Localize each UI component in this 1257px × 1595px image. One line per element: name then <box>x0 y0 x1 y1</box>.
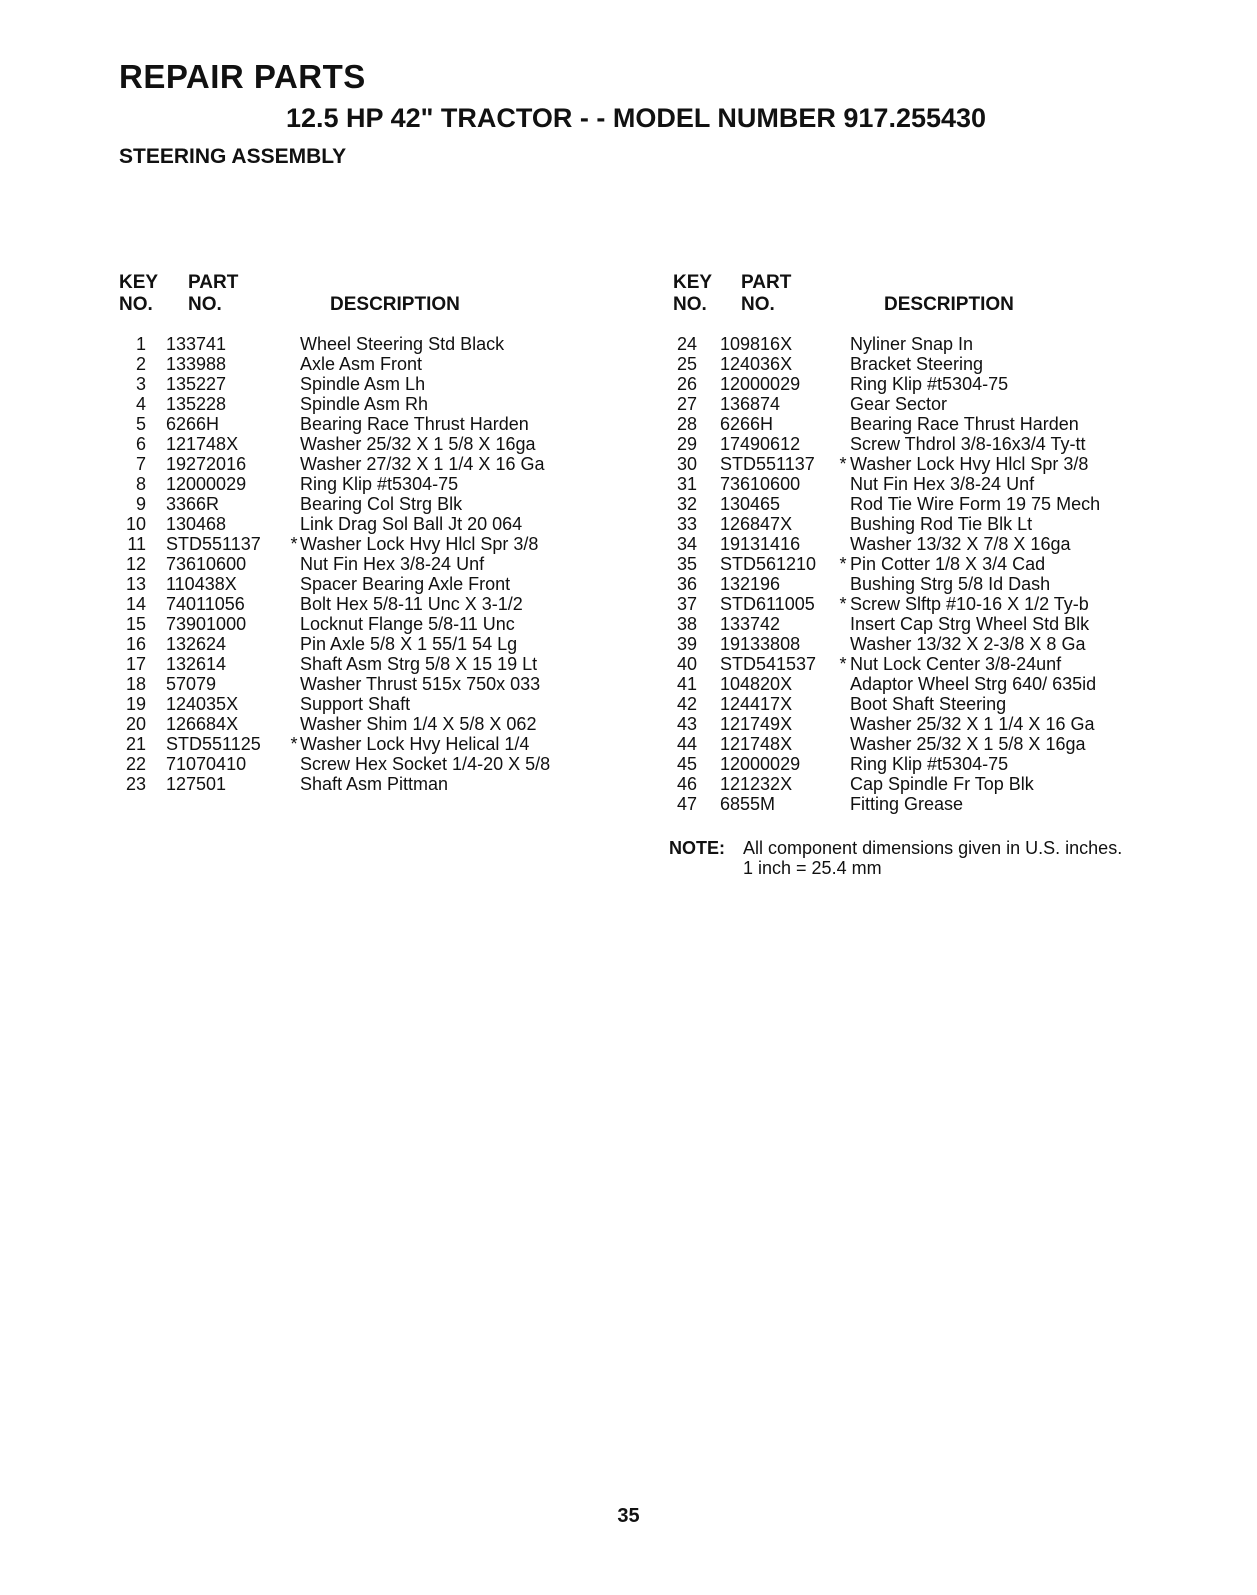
part-description: Rod Tie Wire Form 19 75 Mech <box>850 494 1101 514</box>
part-description: Cap Spindle Fr Top Blk <box>850 774 1034 794</box>
part-no: 71070410 <box>166 754 247 774</box>
part-description: Spindle Asm Lh <box>300 374 426 394</box>
key-no: 45 <box>676 754 697 774</box>
table-row <box>119 474 599 494</box>
parts-table-right <box>673 272 1193 814</box>
key-no: 32 <box>676 494 697 514</box>
key-header-line1: KEY <box>673 272 713 293</box>
part-description: Locknut Flange 5/8-11 Unc <box>300 614 515 634</box>
part-description: Spacer Bearing Axle Front <box>300 574 511 594</box>
key-no: 17 <box>125 654 146 674</box>
key-no: 15 <box>125 614 146 634</box>
part-no: 121748X <box>720 734 793 754</box>
table-row <box>673 614 1193 634</box>
part-description: Washer 13/32 X 7/8 X 16ga <box>850 534 1071 554</box>
std-part-mark: * <box>290 734 298 754</box>
table-row <box>119 674 599 694</box>
table-row <box>673 634 1193 654</box>
key-no: 3 <box>135 374 146 394</box>
key-no: 42 <box>676 694 697 714</box>
part-description: Support Shaft <box>300 694 411 714</box>
part-description: Washer Shim 1/4 X 5/8 X 062 <box>300 714 537 734</box>
note-text-line2: 1 inch = 25.4 mm <box>743 858 882 878</box>
table-row <box>673 514 1193 534</box>
table-row <box>673 674 1193 694</box>
key-no: 38 <box>676 614 697 634</box>
part-description: Shaft Asm Strg 5/8 X 15 19 Lt <box>300 654 538 674</box>
part-header-line1: PART <box>188 272 239 293</box>
key-no: 46 <box>676 774 697 794</box>
key-no: 21 <box>125 734 146 754</box>
part-description: Washer Lock Hvy Hlcl Spr 3/8 <box>850 454 1089 474</box>
part-no: 132624 <box>166 634 227 654</box>
key-no: 41 <box>676 674 697 694</box>
part-no: 104820X <box>720 674 793 694</box>
key-no: 9 <box>135 494 146 514</box>
part-description: Nut Fin Hex 3/8-24 Unf <box>300 554 485 574</box>
part-no: STD551137 <box>720 454 815 474</box>
parts-table-left <box>119 272 599 794</box>
key-no: 20 <box>125 714 146 734</box>
part-no: 124035X <box>166 694 239 714</box>
part-no: 136874 <box>720 394 781 414</box>
table-row <box>119 414 599 434</box>
key-no: 40 <box>676 654 697 674</box>
table-row <box>673 774 1193 794</box>
key-no: 25 <box>676 354 697 374</box>
part-description: Pin Cotter 1/8 X 3/4 Cad <box>850 554 1046 574</box>
part-no: 74011056 <box>166 594 245 614</box>
part-no: STD541537 <box>720 654 817 674</box>
table-row <box>673 534 1193 554</box>
part-description: Bearing Col Strg Blk <box>300 494 463 514</box>
part-no: 17490612 <box>720 434 801 454</box>
part-description: Washer Lock Hvy Helical 1/4 <box>300 734 530 754</box>
table-row <box>673 694 1193 714</box>
part-description: Gear Sector <box>850 394 948 414</box>
table-row <box>119 734 599 754</box>
part-no: 124417X <box>720 694 793 714</box>
part-description: Washer Thrust 515x 750x 033 <box>300 674 541 694</box>
table-row <box>673 734 1193 754</box>
part-no: 109816X <box>720 334 793 354</box>
key-no: 39 <box>676 634 697 654</box>
key-no: 19 <box>125 694 146 714</box>
part-description: Bolt Hex 5/8-11 Unc X 3-1/2 <box>300 594 523 614</box>
part-no: 110438X <box>166 574 237 594</box>
model-subtitle: 12.5 HP 42" TRACTOR - - MODEL NUMBER 917.255430 <box>286 103 987 133</box>
table-row <box>673 454 1193 474</box>
table-row <box>673 354 1193 374</box>
part-description: Nyliner Snap In <box>850 334 974 354</box>
key-no: 43 <box>676 714 697 734</box>
part-no: 121748X <box>166 434 239 454</box>
table-row <box>119 614 599 634</box>
table-row <box>119 754 599 774</box>
part-no: 124036X <box>720 354 793 374</box>
part-no: 19272016 <box>166 454 247 474</box>
table-row <box>673 334 1193 354</box>
key-no: 35 <box>676 554 697 574</box>
part-no: 19131416 <box>720 534 801 554</box>
note-label: NOTE: <box>669 838 725 858</box>
part-no: 133988 <box>166 354 227 374</box>
part-no: 133741 <box>166 334 227 354</box>
part-description: Spindle Asm Rh <box>300 394 429 414</box>
part-description: Washer 25/32 X 1 5/8 X 16ga <box>850 734 1086 754</box>
part-no: 3366R <box>166 494 220 514</box>
part-no: 130468 <box>166 514 227 534</box>
description-header: DESCRIPTION <box>884 294 1014 315</box>
table-row <box>119 514 599 534</box>
part-description: Adaptor Wheel Strg 640/ 635id <box>850 674 1097 694</box>
table-row <box>673 474 1193 494</box>
table-row <box>119 374 599 394</box>
part-no: 127501 <box>166 774 227 794</box>
part-no: STD551137 <box>166 534 261 554</box>
key-no: 16 <box>125 634 146 654</box>
part-no: 132196 <box>720 574 781 594</box>
part-no: 73901000 <box>166 614 247 634</box>
key-no: 47 <box>676 794 697 814</box>
page-title: REPAIR PARTS <box>119 58 366 95</box>
part-description: Nut Fin Hex 3/8-24 Unf <box>850 474 1035 494</box>
table-row <box>673 554 1193 574</box>
part-description: Washer 27/32 X 1 1/4 X 16 Ga <box>300 454 545 474</box>
key-no: 33 <box>676 514 697 534</box>
table-row <box>673 374 1193 394</box>
part-no: 6855M <box>720 794 776 814</box>
key-no: 27 <box>676 394 697 414</box>
key-no: 12 <box>125 554 146 574</box>
part-description: Bearing Race Thrust Harden <box>850 414 1079 434</box>
table-row <box>673 594 1193 614</box>
key-no: 13 <box>125 574 146 594</box>
table-row <box>673 414 1193 434</box>
table-row <box>119 354 599 374</box>
part-description: Ring Klip #t5304-75 <box>850 754 1009 774</box>
key-no: 23 <box>125 774 146 794</box>
part-description: Ring Klip #t5304-75 <box>300 474 459 494</box>
table-row <box>119 334 599 354</box>
parts-list-left <box>119 334 599 794</box>
key-no: 6 <box>135 434 146 454</box>
key-no: 1 <box>135 334 146 354</box>
table-header <box>119 272 599 322</box>
key-no: 7 <box>135 454 146 474</box>
part-no: 121232X <box>720 774 793 794</box>
part-description: Fitting Grease <box>850 794 964 814</box>
part-description: Bushing Strg 5/8 Id Dash <box>850 574 1051 594</box>
part-no: STD561210 <box>720 554 817 574</box>
page-number: 35 <box>617 1505 640 1527</box>
key-no: 4 <box>135 394 146 414</box>
key-no: 36 <box>676 574 697 594</box>
part-no: 126847X <box>720 514 793 534</box>
std-part-mark: * <box>839 594 847 614</box>
key-no: 26 <box>676 374 697 394</box>
parts-list-right <box>673 334 1193 814</box>
part-header-line1: PART <box>741 272 792 293</box>
part-no: 12000029 <box>720 374 801 394</box>
table-row <box>119 594 599 614</box>
part-description: Bearing Race Thrust Harden <box>300 414 529 434</box>
table-row <box>119 634 599 654</box>
part-no: 73610600 <box>166 554 247 574</box>
description-header: DESCRIPTION <box>330 294 460 315</box>
key-no: 18 <box>125 674 146 694</box>
section-title: STEERING ASSEMBLY <box>119 145 347 168</box>
part-no: STD611005 <box>720 594 815 614</box>
table-row <box>673 394 1193 414</box>
part-no: 19133808 <box>720 634 801 654</box>
key-no: 24 <box>676 334 697 354</box>
part-description: Screw Slftp #10-16 X 1/2 Ty-b <box>850 594 1089 614</box>
key-header-line2: NO. <box>673 294 707 315</box>
table-header <box>673 272 1193 322</box>
std-part-mark: * <box>839 654 847 674</box>
part-no: 135228 <box>166 394 227 414</box>
table-row <box>119 534 599 554</box>
part-no: 12000029 <box>166 474 247 494</box>
table-row <box>673 714 1193 734</box>
part-description: Screw Thdrol 3/8-16x3/4 Ty-tt <box>850 434 1086 454</box>
std-part-mark: * <box>839 554 847 574</box>
key-no: 14 <box>125 594 146 614</box>
table-row <box>119 454 599 474</box>
table-row <box>119 574 599 594</box>
part-description: Wheel Steering Std Black <box>300 334 505 354</box>
part-description: Axle Asm Front <box>300 354 423 374</box>
key-no: 28 <box>676 414 697 434</box>
key-no: 5 <box>135 414 146 434</box>
part-description: Link Drag Sol Ball Jt 20 064 <box>300 514 523 534</box>
table-row <box>119 694 599 714</box>
part-description: Ring Klip #t5304-75 <box>850 374 1009 394</box>
part-no: 57079 <box>166 674 217 694</box>
table-row <box>673 574 1193 594</box>
part-description: Washer 25/32 X 1 5/8 X 16ga <box>300 434 536 454</box>
part-description: Bracket Steering <box>850 354 984 374</box>
part-no: STD551125 <box>166 734 261 754</box>
part-no: 133742 <box>720 614 781 634</box>
part-no: 6266H <box>166 414 220 434</box>
key-no: 34 <box>676 534 697 554</box>
key-no: 22 <box>125 754 146 774</box>
part-no: 130465 <box>720 494 781 514</box>
table-row <box>673 654 1193 674</box>
key-header-line1: KEY <box>119 272 159 293</box>
key-no: 2 <box>135 354 146 374</box>
key-no: 30 <box>676 454 697 474</box>
part-description: Boot Shaft Steering <box>850 694 1007 714</box>
table-row <box>673 794 1193 814</box>
table-row <box>119 774 599 794</box>
part-description: Washer Lock Hvy Hlcl Spr 3/8 <box>300 534 539 554</box>
key-no: 10 <box>125 514 146 534</box>
table-row <box>119 714 599 734</box>
key-no: 44 <box>676 734 697 754</box>
table-row <box>673 494 1193 514</box>
table-row <box>119 394 599 414</box>
part-description: Bushing Rod Tie Blk Lt <box>850 514 1033 534</box>
part-header-line2: NO. <box>188 294 222 315</box>
note-text-line1: All component dimensions given in U.S. inches. <box>743 838 1123 858</box>
key-no: 37 <box>676 594 697 614</box>
part-no: 12000029 <box>720 754 801 774</box>
key-header-line2: NO. <box>119 294 153 315</box>
table-row <box>119 554 599 574</box>
table-row <box>119 434 599 454</box>
part-no: 132614 <box>166 654 227 674</box>
key-no: 11 <box>127 534 146 554</box>
key-no: 31 <box>676 474 697 494</box>
key-no: 29 <box>676 434 697 454</box>
part-description: Screw Hex Socket 1/4-20 X 5/8 <box>300 754 551 774</box>
table-row <box>119 494 599 514</box>
table-row <box>673 434 1193 454</box>
part-no: 6266H <box>720 414 774 434</box>
part-description: Nut Lock Center 3/8-24unf <box>850 654 1062 674</box>
part-header-line2: NO. <box>741 294 775 315</box>
part-description: Washer 13/32 X 2-3/8 X 8 Ga <box>850 634 1086 654</box>
part-no: 121749X <box>720 714 793 734</box>
std-part-mark: * <box>290 534 298 554</box>
part-description: Pin Axle 5/8 X 1 55/1 54 Lg <box>300 634 518 654</box>
key-no: 8 <box>135 474 146 494</box>
table-row <box>673 754 1193 774</box>
table-row <box>119 654 599 674</box>
std-part-mark: * <box>839 454 847 474</box>
part-no: 135227 <box>166 374 227 394</box>
part-description: Shaft Asm Pittman <box>300 774 449 794</box>
part-description: Insert Cap Strg Wheel Std Blk <box>850 614 1090 634</box>
part-description: Washer 25/32 X 1 1/4 X 16 Ga <box>850 714 1095 734</box>
part-no: 126684X <box>166 714 239 734</box>
part-no: 73610600 <box>720 474 801 494</box>
